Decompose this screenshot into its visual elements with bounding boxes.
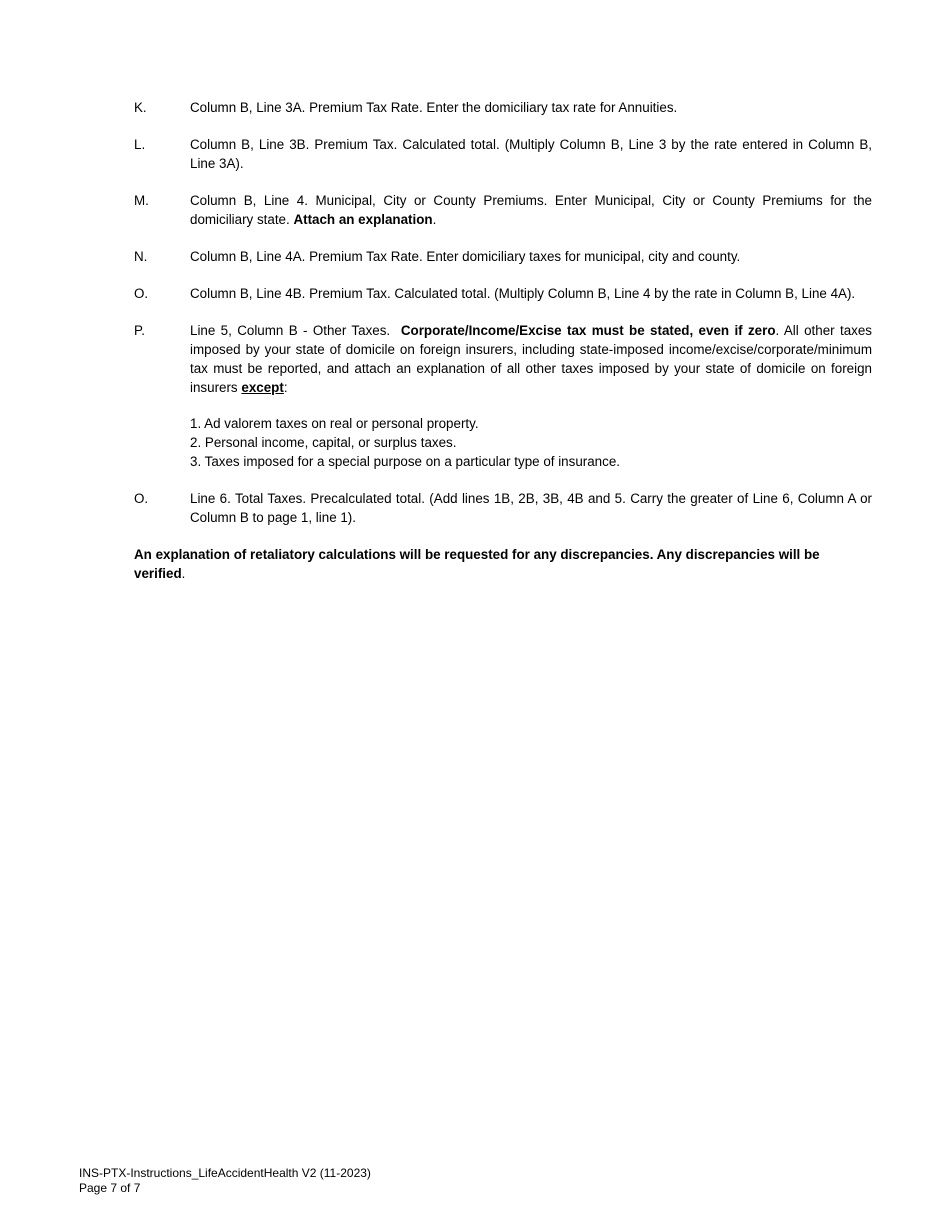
page-footer [79, 1166, 371, 1196]
except-emphasis: except [241, 380, 284, 395]
form-id: INS-PTX-Instructions_LifeAccidentHealth V2 (11-2023) [79, 1166, 371, 1180]
item-text-mid: . All other taxes imposed by your state of domicile on foreign insurers, including state-imposed income/excise/corporate/minimum tax must be reported, and attach an explanation of all other taxes imposed by your state of domicile on foreign insurers [190, 323, 872, 395]
item-text-container [190, 321, 872, 471]
item-letter: L. [134, 137, 146, 152]
item-colon: : [283, 380, 288, 395]
item-text-start: Line 5, Column B - Other Taxes. [190, 323, 391, 338]
instruction-item-l [134, 135, 872, 173]
item-text-end: . [432, 212, 437, 227]
instruction-item-o [134, 284, 872, 303]
instructions-body [134, 98, 872, 583]
item-text: Line 6. Total Taxes. Precalculated total. (Add lines 1B, 2B, 3B, 4B and 5. Carry the greater of Line 6, Column A or Column B to page 1, line 1). [190, 491, 872, 525]
instruction-item-m [134, 191, 872, 229]
list-item: 3. Taxes imposed for a special purpose on a particular type of insurance. [190, 454, 620, 469]
closing-statement [134, 545, 872, 583]
item-text: Column B, Line 4A. Premium Tax Rate. Enter domiciliary taxes for municipal, city and county. [190, 249, 741, 264]
item-text: Column B, Line 3B. Premium Tax. Calculated total. (Multiply Column B, Line 3 by the rate entered in Column B, Line 3A). [190, 137, 872, 171]
page-number: Page 7 of 7 [79, 1181, 141, 1195]
item-letter: O. [134, 491, 149, 506]
item-bold-text: Corporate/Income/Excise tax must be stated, even if zero [400, 323, 776, 338]
instruction-item-n [134, 247, 872, 266]
item-letter: N. [134, 249, 148, 264]
item-text-container [190, 191, 872, 229]
closing-period: . [181, 566, 186, 581]
closing-text: An explanation of retaliatory calculations will be requested for any discrepancies. Any discrepancies will be verified [134, 547, 820, 581]
item-text: Column B, Line 4. Municipal, City or County Premiums. Enter Municipal, City or County Premiums for the domiciliary state. [190, 193, 872, 227]
item-text: Column B, Line 3A. Premium Tax Rate. Enter the domiciliary tax rate for Annuities. [190, 100, 678, 115]
item-bold-text: Attach an explanation [293, 212, 433, 227]
item-letter: O. [134, 286, 149, 301]
item-letter: K. [134, 100, 147, 115]
item-letter: P. [134, 323, 145, 338]
instruction-item-k [134, 98, 872, 117]
item-letter: M. [134, 193, 149, 208]
instruction-item-p [134, 321, 872, 471]
exceptions-list [190, 414, 872, 471]
item-text: Column B, Line 4B. Premium Tax. Calculated total. (Multiply Column B, Line 4 by the rate in Column B, Line 4A). [190, 286, 856, 301]
list-item: 2. Personal income, capital, or surplus taxes. [190, 435, 457, 450]
instruction-item-o-line6 [134, 489, 872, 527]
list-item: 1. Ad valorem taxes on real or personal property. [190, 416, 479, 431]
